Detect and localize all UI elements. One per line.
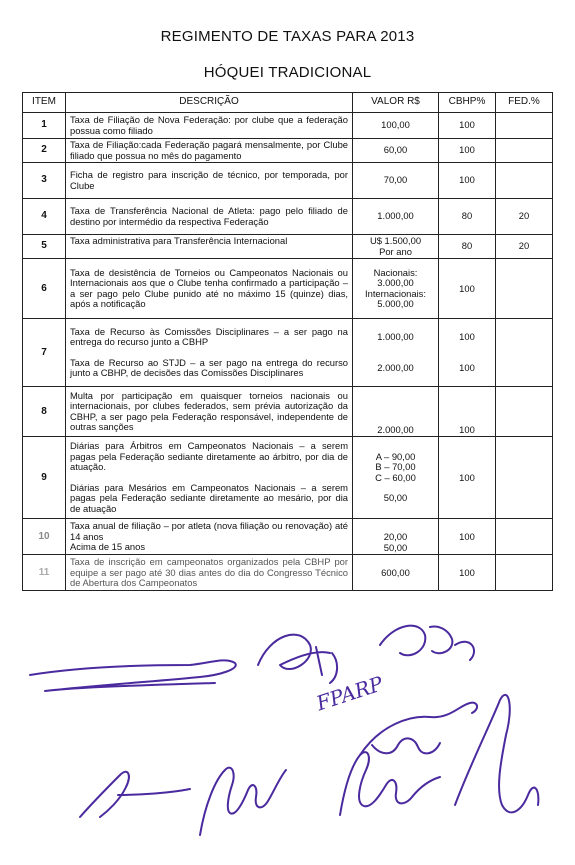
description-cell [66,437,353,519]
description-cell [66,555,353,591]
document-title: REGIMENTO DE TAXAS PARA 2013 [160,28,415,45]
cbhp-cell [439,319,496,387]
value-text: 1.000,00 [377,210,414,222]
description-text: Taxa de Filiação:cada Federação pagará mensalmente, por Clube filiado que possua no mês do pagamento [70,139,348,161]
cbhp-cell [439,139,496,163]
description-cell [66,387,353,437]
table-row [23,113,553,139]
cbhp-text: 100 [459,282,475,294]
cbhp-cell [439,163,496,199]
value-text: U$ 1.500,00 [369,235,422,247]
value-cell [353,113,439,139]
value-cell [353,259,439,319]
description-cell [66,199,353,235]
fed-cell [496,113,553,139]
fed-cell [496,387,553,437]
fed-cell: 20 [496,199,553,235]
value-text: A – 90,00 [375,450,416,462]
column-header-value: VALOR R$ [353,93,439,113]
description-cell [66,113,353,139]
value-cell [353,387,439,437]
description-text: Taxa de Transferência Nacional de Atleta: pago pelo filiado de destino por intermédio da respectiva Federação [70,205,348,227]
description-text: Multa por participação em quaisquer torneios nacionais ou internacionais, por clubes federados, sem prévia autorização da CBHP, a ser pago pela Federação responsável, independente de outras sanções [70,389,348,433]
value-cell [353,519,439,555]
fed-cell: 20 [496,235,553,259]
value-label-nacionais: Nacionais: [373,266,418,278]
description-text: Diárias para Árbitros em Campeonatos Nacionais – a serem pagas pela Federação sediante diretamente ao árbitro, por dia de atuação. [70,440,348,473]
item-number: 10 [23,519,66,555]
fee-table [22,92,553,591]
value-text: 50,00 [383,541,408,553]
value-text: 70,00 [383,174,408,186]
description-cell [66,519,353,555]
table-header-row [23,93,553,113]
value-text: 2.000,00 [377,423,414,435]
description-cell [66,163,353,199]
item-number: 4 [23,199,66,235]
table-row [23,319,553,387]
cbhp-cell [439,113,496,139]
column-header-item: ITEM [23,93,66,113]
fed-cell [496,259,553,319]
column-header-fed: FED.% [496,93,553,113]
signature-6 [80,772,190,817]
description-text: Taxa administrativa para Transferência Internacional [70,235,288,247]
table-row [23,259,553,319]
description-cell [66,235,353,259]
cbhp-cell [439,387,496,437]
description-text: Taxa de inscrição em campeonatos organizados pela CBHP por equipe a ser pago até 30 dias antes do dia do Congresso Técnico de Abertura dos Campeonatos [70,555,348,589]
cbhp-text: 100 [459,471,475,483]
cbhp-cell [439,199,496,235]
value-text: 5.000,00 [377,298,414,310]
cbhp-text: 80 [461,240,473,252]
fed-cell [496,519,553,555]
value-text: 60,00 [383,144,408,156]
table-row [23,139,553,163]
value-label-internacionais: Internacionais: [365,287,426,299]
signature-3 [380,626,474,660]
cbhp-text: 100 [459,144,475,156]
value-cell [353,235,439,259]
signatures-area [0,605,575,865]
fed-cell [496,139,553,163]
table-row [23,235,553,259]
item-number: 11 [23,555,66,591]
value-cell [353,319,439,387]
cbhp-text: 100 [459,119,475,131]
description-text: Acima de 15 anos [70,541,146,553]
table-row [23,519,553,555]
description-text: Taxa de Recurso às Comissões Disciplinares – a ser pago na entrega do recurso junto a CBHP [70,325,348,348]
item-number: 8 [23,387,66,437]
table-row [23,199,553,235]
signature-2 [258,635,337,683]
cbhp-cell [439,519,496,555]
value-text: 20,00 [383,531,408,543]
value-cell [353,555,439,591]
item-number: 6 [23,259,66,319]
cbhp-text: 100 [459,566,475,578]
description-text: Taxa anual de filiação – por atleta (nova filiação ou renovação) até 14 anos [70,519,348,542]
description-cell [66,259,353,319]
table-row [23,387,553,437]
fed-cell [496,319,553,387]
item-number: 5 [23,235,66,259]
document-subtitle: HÓQUEI TRADICIONAL [203,64,372,81]
value-text: B – 70,00 [375,461,416,473]
column-header-cbhp: CBHP% [439,93,496,113]
cbhp-text: 80 [461,210,473,222]
signature-7 [200,768,286,835]
value-text: 1.000,00 [377,331,414,343]
cbhp-cell [439,555,496,591]
description-cell [66,139,353,163]
item-number: 3 [23,163,66,199]
signature-8 [340,752,440,815]
description-text: Taxa de Recurso ao STJD – a ser pago na entrega do recurso junto a CBHP, de decisões das Comissões Disciplinares [70,356,348,379]
signature-5 [455,695,538,813]
value-cell [353,163,439,199]
item-number: 9 [23,437,66,519]
cbhp-text: 100 [459,361,475,373]
description-text: Taxa de desistência de Torneios ou Campeonatos Nacionais ou Internacionais aos que o Clube tenha confirmado a participação – a ser pago pelo Clube punido até no máximo 15 (quinze) dias, após a notificação [70,266,348,310]
table-row [23,555,553,591]
value-text: 100,00 [381,119,410,131]
fed-cell [496,163,553,199]
value-text: C – 60,00 [375,471,416,483]
signature-stamp-text: FPARP [313,671,386,716]
item-number: 1 [23,113,66,139]
cbhp-text: 100 [459,530,475,542]
description-text: Ficha de registro para inscrição de técnico, por temporada, por Clube [70,169,348,191]
fed-cell [496,555,553,591]
table-row [23,437,553,519]
cbhp-text: 100 [459,174,475,186]
column-header-description: DESCRIÇÃO [66,93,353,113]
signature-1 [30,660,236,691]
description-cell [66,319,353,387]
cbhp-cell [439,437,496,519]
value-cell [353,437,439,519]
description-text: Diárias para Mesários em Campeonatos Nacionais – a serem pagas pela Federação sediante diretamente ao mesário, por dia de atuação [70,481,348,515]
cbhp-cell [439,259,496,319]
value-text: 50,00 [383,492,408,504]
cbhp-cell [439,235,496,259]
cbhp-text: 100 [459,423,475,435]
item-number: 7 [23,319,66,387]
description-text: Taxa de Filiação de Nova Federação: por clube que a federação possua como filiado [70,113,348,136]
item-number: 2 [23,139,66,163]
cbhp-text: 100 [459,331,475,343]
value-text: 600,00 [381,566,410,578]
value-text: 2.000,00 [377,361,414,373]
signature-4 [360,703,477,755]
value-text: 3.000,00 [377,277,414,289]
table-row [23,163,553,199]
value-cell [353,139,439,163]
value-period-text: Por ano [379,245,412,257]
fed-cell [496,437,553,519]
value-cell [353,199,439,235]
